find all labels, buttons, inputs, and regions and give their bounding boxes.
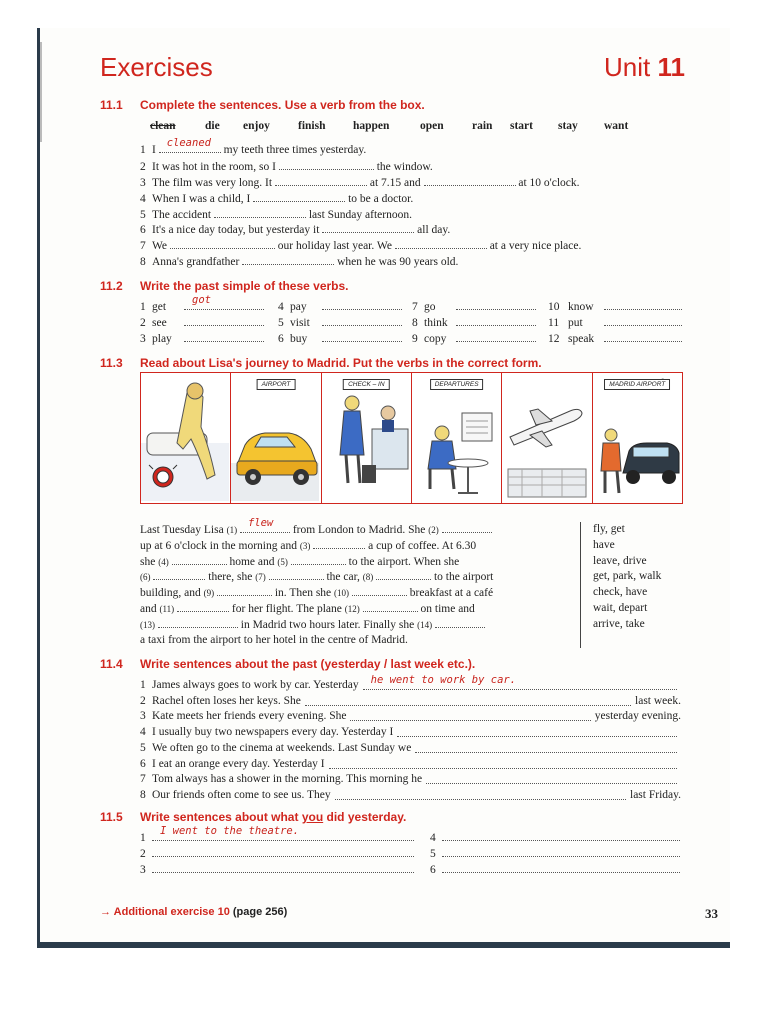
gap-number: (13) <box>140 619 155 630</box>
verb-group: get, park, walk <box>593 570 662 583</box>
answer-field[interactable] <box>604 309 682 310</box>
text: for her flight. The plane <box>231 603 342 615</box>
item-number: 6 <box>278 333 284 345</box>
box-word: open <box>420 120 444 132</box>
base-verb: go <box>424 301 436 313</box>
item-number: 3 <box>140 864 146 876</box>
verb-item <box>140 332 264 347</box>
text: to the airport. When she <box>348 555 460 568</box>
answer-field[interactable] <box>442 872 680 873</box>
verb-group: have <box>593 538 615 551</box>
picture-plane-departing <box>502 373 592 503</box>
base-verb: know <box>568 301 594 313</box>
item-number: 11 <box>548 317 560 329</box>
text: in Madrid two hours later. Finally she <box>240 618 415 631</box>
handwritten-answer: got <box>192 294 211 306</box>
base-verb: speak <box>568 333 595 345</box>
sentence-11-4-4 <box>140 725 681 740</box>
verb-item <box>140 294 264 315</box>
gap-number: (2) <box>428 525 439 535</box>
text: in. Then she <box>274 587 332 600</box>
item-number: 1 <box>140 679 146 691</box>
answer-field[interactable] <box>376 569 431 580</box>
text: breakfast at a café <box>409 587 494 600</box>
journey-illustration-strip <box>140 372 683 504</box>
answer-field[interactable] <box>322 325 402 326</box>
answer-field[interactable] <box>184 294 264 310</box>
answer-field[interactable] <box>184 341 264 342</box>
item-number: 2 <box>140 317 146 329</box>
text-line <box>140 569 493 585</box>
answer-field[interactable] <box>363 601 418 612</box>
gap-number: (5) <box>277 556 288 567</box>
gap-number: (3) <box>299 540 311 551</box>
answer-field[interactable] <box>442 522 492 533</box>
text-line <box>140 633 408 648</box>
base-verb: play <box>152 333 172 345</box>
text: a cup of coffee. At 6.30 <box>368 539 477 552</box>
verb-item <box>412 300 536 315</box>
answer-field[interactable] <box>426 772 677 784</box>
base-verb: see <box>152 317 167 329</box>
answer-field[interactable] <box>397 725 677 737</box>
answer-field[interactable] <box>350 709 590 721</box>
text-line <box>140 538 476 554</box>
base-verb: buy <box>290 333 308 345</box>
ending-text: last Friday. <box>630 788 681 801</box>
verb-group: leave, drive <box>593 554 647 567</box>
base-verb: copy <box>424 333 447 345</box>
item-number: 4 <box>278 301 284 313</box>
sentence-11-1-7: 7 We our holiday last year. We at a very nice place. <box>140 240 582 252</box>
gap-number: (12) <box>344 604 360 614</box>
text: a taxi from the airport to her hotel in the centre of Madrid. <box>140 633 408 646</box>
box-word: enjoy <box>243 120 270 132</box>
answer-field[interactable] <box>152 872 414 873</box>
gap-number: (7) <box>255 572 266 583</box>
exercise-11-1-heading: 11.1 Complete the sentences. Use a verb from the box. <box>100 98 425 112</box>
box-word: start <box>510 120 533 132</box>
answer-field[interactable] <box>291 554 346 565</box>
additional-exercise-link[interactable]: → Additional exercise 10 (page 256) <box>100 906 288 918</box>
answer-field[interactable] <box>456 309 536 310</box>
answer-field[interactable] <box>604 325 682 326</box>
item-number: 2 <box>140 848 146 860</box>
sentence-11-1-2: 2 It was hot in the room, so I the window. <box>140 161 433 173</box>
verb-group: fly, get <box>593 523 625 535</box>
box-word: finish <box>298 120 326 132</box>
scan-edge-mark <box>40 42 42 142</box>
answer-field[interactable] <box>242 254 334 265</box>
answer-field[interactable] <box>456 325 536 326</box>
base-verb: visit <box>290 317 310 329</box>
exercise-11-4-heading: 11.4 Write sentences about the past (yesterday / last week etc.). <box>100 657 476 671</box>
gap-number: (11) <box>159 604 175 614</box>
page-number: 33 <box>705 906 718 921</box>
text-line <box>140 517 492 538</box>
item-number: 1 <box>140 301 146 313</box>
verb-item <box>548 332 682 347</box>
answer-field[interactable] <box>322 341 402 342</box>
answer-field[interactable] <box>435 617 485 628</box>
item-number: 12 <box>548 333 560 345</box>
gap-number: (1) <box>226 525 238 535</box>
text-line <box>140 601 475 617</box>
handwritten-answer: I went to the theatre. <box>160 825 300 837</box>
gap-number: (8) <box>362 572 374 583</box>
picture-check-in <box>322 373 412 503</box>
answer-field[interactable] <box>240 517 290 533</box>
answer-field[interactable] <box>363 674 677 690</box>
verb-item <box>140 316 264 331</box>
item-number: 6 <box>140 757 146 770</box>
text: home and <box>229 555 275 568</box>
exercise-11-3-heading: 11.3 Read about Lisa's journey to Madrid. Put the verbs in the correct form. <box>100 356 542 370</box>
text: building, and <box>140 587 201 600</box>
sentence-11-5-1 <box>140 825 414 846</box>
answer-field[interactable] <box>158 617 238 628</box>
gap-number: (9) <box>203 588 215 599</box>
sentence-11-5-4 <box>430 831 680 846</box>
item-number: 5 <box>278 317 284 329</box>
answer-field[interactable] <box>153 569 205 580</box>
answer-field[interactable] <box>442 856 680 857</box>
sentence-11-1-8: 8 Anna's grandfather when he was 90 years old. <box>140 256 459 268</box>
answer-field[interactable] <box>177 601 229 612</box>
box-word: die <box>205 120 220 132</box>
text-line <box>140 617 485 633</box>
answer-field[interactable] <box>322 309 402 310</box>
answer-field[interactable] <box>253 191 345 202</box>
answer-field[interactable] <box>424 175 516 186</box>
answer-field[interactable] <box>172 554 227 565</box>
gap-number: (14) <box>417 619 433 630</box>
answer-field[interactable] <box>184 325 264 326</box>
text: up at 6 o'clock in the morning and <box>140 539 297 552</box>
picture-departures-cafe <box>412 373 502 503</box>
sentence-11-1-6: 6 It's a nice day today, but yesterday it all day. <box>140 224 451 236</box>
gap-number: (4) <box>158 556 169 567</box>
box-word: happen <box>353 120 390 132</box>
item-number: 2 <box>140 694 146 707</box>
answer-field[interactable] <box>352 585 407 596</box>
box-word: want <box>604 120 629 132</box>
item-number: 10 <box>548 301 560 313</box>
text: and <box>140 603 157 615</box>
page-title: Exercises <box>100 52 213 82</box>
prompt-text: We often go to the cinema at weekends. Last Sunday we <box>152 741 412 754</box>
answer-field[interactable] <box>269 569 324 580</box>
picture-alarm-clock <box>141 373 231 503</box>
item-number: 7 <box>412 301 418 313</box>
text: on time and <box>420 603 475 615</box>
verb-item <box>278 300 402 315</box>
madrid-airport-sign: MADRID AIRPORT <box>604 379 670 390</box>
box-word: stay <box>558 120 578 132</box>
item-number: 7 <box>140 773 146 786</box>
picture-car-to-airport <box>231 373 321 503</box>
item-number: 5 <box>430 848 436 860</box>
item-number: 1 <box>140 832 146 844</box>
prompt-text: I eat an orange every day. Yesterday I <box>152 757 325 770</box>
sentence-11-5-5 <box>430 847 680 862</box>
sentence-11-4-5 <box>140 741 681 756</box>
item-number: 9 <box>412 333 418 345</box>
ending-text: yesterday evening. <box>594 710 681 723</box>
text-line <box>140 554 459 570</box>
verb-item <box>278 332 402 347</box>
answer-field[interactable] <box>214 207 306 218</box>
sentence-11-4-1 <box>140 674 681 693</box>
sentence-11-1-1: 1 I cleaned my teeth three times yesterday. <box>140 137 367 156</box>
answer-field[interactable] <box>322 222 414 233</box>
answer-field[interactable] <box>313 538 365 549</box>
picture-madrid-airport-taxi <box>593 373 682 503</box>
prompt-text: I usually buy two newspapers every day. Yesterday I <box>152 726 394 739</box>
item-number: 4 <box>430 832 436 844</box>
handwritten-answer: he went to work by car. <box>370 674 517 686</box>
verbs-list <box>580 522 661 648</box>
base-verb: get <box>152 301 167 313</box>
answer-field[interactable] <box>335 788 626 800</box>
text: from London to Madrid. She <box>292 524 426 536</box>
box-word: clean <box>150 120 176 132</box>
answer-field[interactable] <box>329 757 677 769</box>
item-number: 5 <box>140 741 146 754</box>
prompt-text: Kate meets her friends every evening. She <box>152 710 347 723</box>
ending-text: last week. <box>635 694 681 707</box>
box-word: rain <box>472 120 493 132</box>
answer-field[interactable] <box>305 694 631 706</box>
answer-field[interactable] <box>456 341 536 342</box>
exercise-11-2-heading: 11.2 Write the past simple of these verbs. <box>100 279 349 293</box>
verb-item <box>278 316 402 331</box>
answer-field[interactable] <box>170 238 275 249</box>
text: the car, <box>326 571 360 584</box>
sentence-11-1-3: 3 The film was very long. It at 7.15 and at 10 o'clock. <box>140 177 580 189</box>
text: to the airport <box>433 571 494 584</box>
check-in-sign: CHECK – IN <box>343 379 389 390</box>
text: she <box>140 555 156 568</box>
sentence-11-4-8 <box>140 788 681 803</box>
unit-label: Unit 11 <box>604 52 685 82</box>
verb-item <box>548 300 682 315</box>
verb-group: check, have <box>593 586 648 599</box>
departures-sign: DEPARTURES <box>430 379 484 390</box>
answer-field[interactable] <box>604 341 682 342</box>
item-number: 8 <box>140 788 146 801</box>
answer-field[interactable] <box>217 585 272 596</box>
item-number: 4 <box>140 726 146 739</box>
sentence-11-5-2 <box>140 847 414 862</box>
base-verb: put <box>568 317 583 329</box>
prompt-text: Our friends often come to see us. They <box>152 788 331 801</box>
verb-box <box>140 120 660 136</box>
verb-group: arrive, take <box>593 617 645 630</box>
item-number: 6 <box>430 864 436 876</box>
gap-number: (10) <box>334 588 350 599</box>
sentence-11-1-4: 4 When I was a child, I to be a doctor. <box>140 193 414 205</box>
sentence-11-4-6 <box>140 757 681 772</box>
verb-group: wait, depart <box>593 601 648 614</box>
base-verb: pay <box>290 301 307 313</box>
handwritten-answer: flew <box>247 517 274 529</box>
text: there, she <box>208 571 253 584</box>
prompt-text: Tom always has a shower in the morning. This morning he <box>152 773 423 786</box>
answer-field[interactable] <box>275 175 367 186</box>
sentence-11-5-3 <box>140 863 414 878</box>
answer-field[interactable] <box>152 825 414 841</box>
prompt-text: Rachel often loses her keys. She <box>152 694 301 707</box>
answer-field[interactable]: cleaned <box>159 152 221 153</box>
sentence-11-4-2 <box>140 694 681 709</box>
text: Last Tuesday Lisa <box>140 524 224 536</box>
sentence-11-5-6 <box>430 863 680 878</box>
airport-sign: AIRPORT <box>257 379 296 390</box>
item-number: 3 <box>140 710 146 723</box>
verb-item <box>412 332 536 347</box>
sentence-11-4-3 <box>140 709 681 724</box>
base-verb: think <box>424 317 448 329</box>
sentence-11-4-7 <box>140 772 681 787</box>
item-number: 8 <box>412 317 418 329</box>
gap-number: (6) <box>140 572 151 583</box>
verb-item <box>548 316 682 331</box>
text-line <box>140 585 493 601</box>
answer-field[interactable] <box>395 238 487 249</box>
verb-item <box>412 316 536 331</box>
answer-field[interactable] <box>415 741 677 753</box>
prompt-text: James always goes to work by car. Yesterday <box>152 679 359 691</box>
answer-field[interactable] <box>442 840 680 841</box>
exercise-11-5-heading: 11.5 Write sentences about what you did yesterday. <box>100 810 407 824</box>
answer-field[interactable] <box>152 856 414 857</box>
sentence-11-1-5: 5 The accident last Sunday afternoon. <box>140 209 412 221</box>
item-number: 3 <box>140 333 146 345</box>
answer-field[interactable] <box>279 159 374 170</box>
